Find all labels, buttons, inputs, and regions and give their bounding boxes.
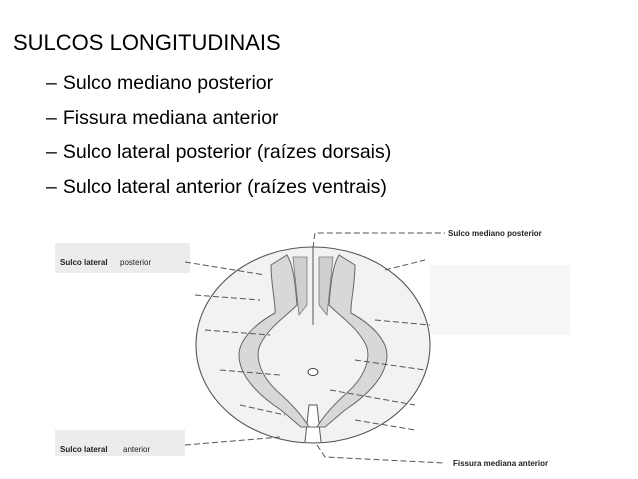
bullet-text: Sulco mediano posterior [62, 72, 274, 94]
label-sulco-lateral-posterior-b: posterior [120, 258, 152, 267]
bullet-text: Sulco lateral posterior (raízes dorsais) [62, 141, 392, 163]
label-sulco-lateral-anterior-a: Sulco lateral [60, 445, 108, 454]
leader-line [313, 233, 445, 248]
bullet-item [46, 135, 391, 170]
label-sulco-lateral-posterior-a: Sulco lateral [60, 258, 108, 267]
bullet-text: Sulco lateral anterior (raízes ventrais) [62, 175, 387, 198]
label-sulco-lateral-anterior-b: anterior [123, 445, 151, 454]
scan-smudge [430, 265, 570, 335]
label-fissura-mediana-anterior: Fissura mediana anterior [453, 459, 549, 468]
leader-line [317, 445, 445, 463]
bullet-item [46, 101, 391, 136]
bullet-item [46, 170, 391, 205]
leader-line [385, 260, 425, 270]
bullet-list [46, 66, 391, 204]
slide-title: SULCOS LONGITUDINAIS [13, 30, 281, 55]
dash-glyph: – [46, 141, 57, 163]
dash-glyph: – [46, 106, 57, 129]
dash-glyph: – [46, 175, 57, 198]
central-canal [308, 369, 318, 376]
bullet-item [46, 66, 391, 101]
dash-glyph: – [46, 72, 57, 94]
leader-line [185, 437, 280, 445]
spinal-cord-figure [55, 205, 575, 479]
label-sulco-mediano-posterior: Sulco mediano posterior [448, 229, 542, 238]
bullet-text: Fissura mediana anterior [62, 106, 279, 129]
